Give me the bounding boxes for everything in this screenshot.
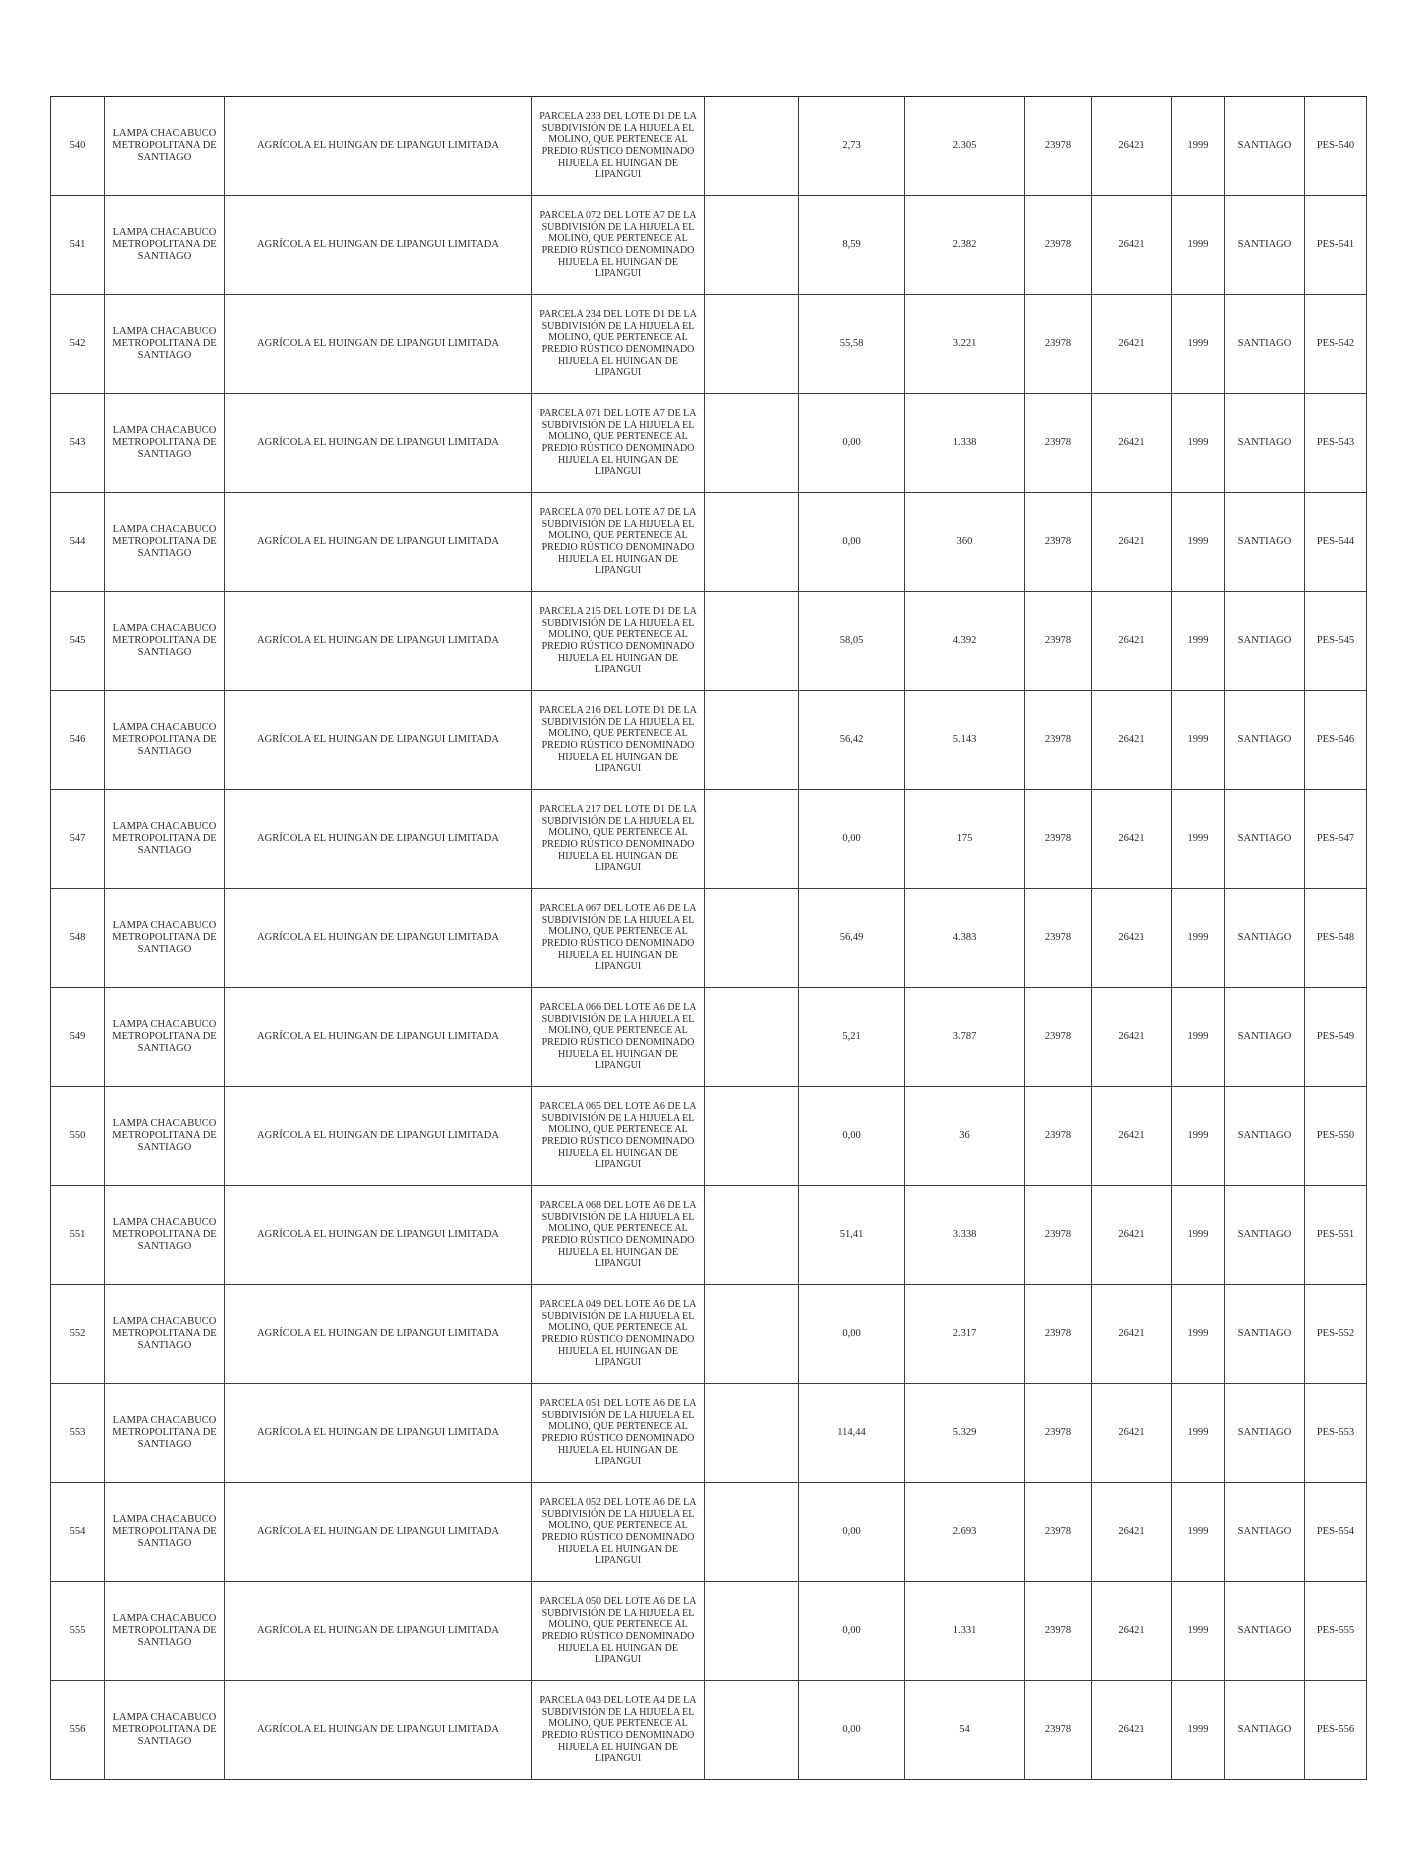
owner-cell: AGRÍCOLA EL HUINGAN DE LIPANGUI LIMITADA [225,1285,532,1384]
conservador-cell: SANTIAGO [1225,295,1305,394]
comuna-cell: LAMPA CHACABUCO METROPOLITANA DE SANTIAGO [105,1285,225,1384]
table-row [51,1483,1367,1582]
volume-cell: 2.693 [905,1483,1025,1582]
table-row [51,97,1367,196]
numero-cell: 26421 [1092,394,1172,493]
numero-cell: 26421 [1092,1087,1172,1186]
numero-cell: 26421 [1092,592,1172,691]
caudal-cell: 0,00 [799,1483,905,1582]
code-cell: PES-553 [1305,1384,1367,1483]
description-cell: PARCELA 052 DEL LOTE A6 DE LA SUBDIVISIÓN DE LA HIJUELA EL MOLINO, QUE PERTENECE AL PREDIO RÚSTICO DENOMINADO HIJUELA EL HUINGAN DE LIPANGUI [532,1483,705,1582]
code-cell: PES-547 [1305,790,1367,889]
row-number-cell: 548 [51,889,105,988]
fojas-cell: 23978 [1025,394,1092,493]
year-cell: 1999 [1172,592,1225,691]
row-number-cell: 543 [51,394,105,493]
conservador-cell: SANTIAGO [1225,493,1305,592]
row-number-cell: 547 [51,790,105,889]
volume-cell: 175 [905,790,1025,889]
conservador-cell: SANTIAGO [1225,1384,1305,1483]
row-number-cell: 546 [51,691,105,790]
owner-cell: AGRÍCOLA EL HUINGAN DE LIPANGUI LIMITADA [225,988,532,1087]
description-cell: PARCELA 070 DEL LOTE A7 DE LA SUBDIVISIÓN DE LA HIJUELA EL MOLINO, QUE PERTENECE AL PREDIO RÚSTICO DENOMINADO HIJUELA EL HUINGAN DE LIPANGUI [532,493,705,592]
table-row [51,1285,1367,1384]
caudal-cell: 51,41 [799,1186,905,1285]
code-cell: PES-549 [1305,988,1367,1087]
fojas-cell: 23978 [1025,1681,1092,1780]
owner-cell: AGRÍCOLA EL HUINGAN DE LIPANGUI LIMITADA [225,1681,532,1780]
row-number-cell: 556 [51,1681,105,1780]
table-row [51,1582,1367,1681]
conservador-cell: SANTIAGO [1225,691,1305,790]
owner-cell: AGRÍCOLA EL HUINGAN DE LIPANGUI LIMITADA [225,196,532,295]
conservador-cell: SANTIAGO [1225,196,1305,295]
fojas-cell: 23978 [1025,1285,1092,1384]
year-cell: 1999 [1172,1384,1225,1483]
year-cell: 1999 [1172,1582,1225,1681]
numero-cell: 26421 [1092,889,1172,988]
water-rights-table [50,96,1367,1780]
description-cell: PARCELA 233 DEL LOTE D1 DE LA SUBDIVISIÓN DE LA HIJUELA EL MOLINO, QUE PERTENECE AL PREDIO RÚSTICO DENOMINADO HIJUELA EL HUINGAN DE LIPANGUI [532,97,705,196]
empty-cell [705,1681,799,1780]
table-row [51,889,1367,988]
volume-cell: 5.329 [905,1384,1025,1483]
comuna-cell: LAMPA CHACABUCO METROPOLITANA DE SANTIAGO [105,493,225,592]
description-cell: PARCELA 066 DEL LOTE A6 DE LA SUBDIVISIÓN DE LA HIJUELA EL MOLINO, QUE PERTENECE AL PREDIO RÚSTICO DENOMINADO HIJUELA EL HUINGAN DE LIPANGUI [532,988,705,1087]
description-cell: PARCELA 051 DEL LOTE A6 DE LA SUBDIVISIÓN DE LA HIJUELA EL MOLINO, QUE PERTENECE AL PREDIO RÚSTICO DENOMINADO HIJUELA EL HUINGAN DE LIPANGUI [532,1384,705,1483]
numero-cell: 26421 [1092,97,1172,196]
fojas-cell: 23978 [1025,1186,1092,1285]
code-cell: PES-554 [1305,1483,1367,1582]
fojas-cell: 23978 [1025,493,1092,592]
row-number-cell: 552 [51,1285,105,1384]
description-cell: PARCELA 067 DEL LOTE A6 DE LA SUBDIVISIÓN DE LA HIJUELA EL MOLINO, QUE PERTENECE AL PREDIO RÚSTICO DENOMINADO HIJUELA EL HUINGAN DE LIPANGUI [532,889,705,988]
code-cell: PES-551 [1305,1186,1367,1285]
year-cell: 1999 [1172,1285,1225,1384]
empty-cell [705,97,799,196]
year-cell: 1999 [1172,1186,1225,1285]
owner-cell: AGRÍCOLA EL HUINGAN DE LIPANGUI LIMITADA [225,691,532,790]
description-cell: PARCELA 068 DEL LOTE A6 DE LA SUBDIVISIÓN DE LA HIJUELA EL MOLINO, QUE PERTENECE AL PREDIO RÚSTICO DENOMINADO HIJUELA EL HUINGAN DE LIPANGUI [532,1186,705,1285]
code-cell: PES-556 [1305,1681,1367,1780]
comuna-cell: LAMPA CHACABUCO METROPOLITANA DE SANTIAGO [105,1681,225,1780]
conservador-cell: SANTIAGO [1225,889,1305,988]
year-cell: 1999 [1172,790,1225,889]
conservador-cell: SANTIAGO [1225,1285,1305,1384]
comuna-cell: LAMPA CHACABUCO METROPOLITANA DE SANTIAGO [105,97,225,196]
table-row [51,1384,1367,1483]
table-row [51,592,1367,691]
table-row [51,790,1367,889]
comuna-cell: LAMPA CHACABUCO METROPOLITANA DE SANTIAGO [105,394,225,493]
empty-cell [705,691,799,790]
volume-cell: 4.392 [905,592,1025,691]
description-cell: PARCELA 050 DEL LOTE A6 DE LA SUBDIVISIÓN DE LA HIJUELA EL MOLINO, QUE PERTENECE AL PREDIO RÚSTICO DENOMINADO HIJUELA EL HUINGAN DE LIPANGUI [532,1582,705,1681]
row-number-cell: 553 [51,1384,105,1483]
description-cell: PARCELA 215 DEL LOTE D1 DE LA SUBDIVISIÓN DE LA HIJUELA EL MOLINO, QUE PERTENECE AL PREDIO RÚSTICO DENOMINADO HIJUELA EL HUINGAN DE LIPANGUI [532,592,705,691]
owner-cell: AGRÍCOLA EL HUINGAN DE LIPANGUI LIMITADA [225,394,532,493]
volume-cell: 360 [905,493,1025,592]
table-row [51,1087,1367,1186]
empty-cell [705,1285,799,1384]
row-number-cell: 555 [51,1582,105,1681]
description-cell: PARCELA 234 DEL LOTE D1 DE LA SUBDIVISIÓN DE LA HIJUELA EL MOLINO, QUE PERTENECE AL PREDIO RÚSTICO DENOMINADO HIJUELA EL HUINGAN DE LIPANGUI [532,295,705,394]
code-cell: PES-555 [1305,1582,1367,1681]
code-cell: PES-544 [1305,493,1367,592]
row-number-cell: 541 [51,196,105,295]
fojas-cell: 23978 [1025,988,1092,1087]
caudal-cell: 56,49 [799,889,905,988]
table-body [51,97,1367,1780]
table-row [51,1681,1367,1780]
caudal-cell: 2,73 [799,97,905,196]
owner-cell: AGRÍCOLA EL HUINGAN DE LIPANGUI LIMITADA [225,1582,532,1681]
fojas-cell: 23978 [1025,592,1092,691]
conservador-cell: SANTIAGO [1225,97,1305,196]
empty-cell [705,889,799,988]
volume-cell: 4.383 [905,889,1025,988]
code-cell: PES-546 [1305,691,1367,790]
description-cell: PARCELA 071 DEL LOTE A7 DE LA SUBDIVISIÓN DE LA HIJUELA EL MOLINO, QUE PERTENECE AL PREDIO RÚSTICO DENOMINADO HIJUELA EL HUINGAN DE LIPANGUI [532,394,705,493]
description-cell: PARCELA 049 DEL LOTE A6 DE LA SUBDIVISIÓN DE LA HIJUELA EL MOLINO, QUE PERTENECE AL PREDIO RÚSTICO DENOMINADO HIJUELA EL HUINGAN DE LIPANGUI [532,1285,705,1384]
owner-cell: AGRÍCOLA EL HUINGAN DE LIPANGUI LIMITADA [225,889,532,988]
fojas-cell: 23978 [1025,295,1092,394]
table-row [51,1186,1367,1285]
row-number-cell: 554 [51,1483,105,1582]
empty-cell [705,592,799,691]
numero-cell: 26421 [1092,1582,1172,1681]
code-cell: PES-550 [1305,1087,1367,1186]
caudal-cell: 58,05 [799,592,905,691]
numero-cell: 26421 [1092,1483,1172,1582]
conservador-cell: SANTIAGO [1225,1681,1305,1780]
fojas-cell: 23978 [1025,1582,1092,1681]
numero-cell: 26421 [1092,1285,1172,1384]
row-number-cell: 549 [51,988,105,1087]
numero-cell: 26421 [1092,1384,1172,1483]
fojas-cell: 23978 [1025,691,1092,790]
volume-cell: 3.221 [905,295,1025,394]
owner-cell: AGRÍCOLA EL HUINGAN DE LIPANGUI LIMITADA [225,1384,532,1483]
comuna-cell: LAMPA CHACABUCO METROPOLITANA DE SANTIAGO [105,1483,225,1582]
table-row [51,196,1367,295]
fojas-cell: 23978 [1025,1087,1092,1186]
volume-cell: 54 [905,1681,1025,1780]
volume-cell: 2.305 [905,97,1025,196]
table-row [51,394,1367,493]
code-cell: PES-540 [1305,97,1367,196]
row-number-cell: 542 [51,295,105,394]
numero-cell: 26421 [1092,493,1172,592]
numero-cell: 26421 [1092,1681,1172,1780]
conservador-cell: SANTIAGO [1225,394,1305,493]
description-cell: PARCELA 217 DEL LOTE D1 DE LA SUBDIVISIÓN DE LA HIJUELA EL MOLINO, QUE PERTENECE AL PREDIO RÚSTICO DENOMINADO HIJUELA EL HUINGAN DE LIPANGUI [532,790,705,889]
table-row [51,493,1367,592]
year-cell: 1999 [1172,1483,1225,1582]
comuna-cell: LAMPA CHACABUCO METROPOLITANA DE SANTIAGO [105,790,225,889]
caudal-cell: 0,00 [799,394,905,493]
owner-cell: AGRÍCOLA EL HUINGAN DE LIPANGUI LIMITADA [225,1483,532,1582]
volume-cell: 2.382 [905,196,1025,295]
comuna-cell: LAMPA CHACABUCO METROPOLITANA DE SANTIAGO [105,1087,225,1186]
row-number-cell: 550 [51,1087,105,1186]
comuna-cell: LAMPA CHACABUCO METROPOLITANA DE SANTIAGO [105,988,225,1087]
caudal-cell: 8,59 [799,196,905,295]
owner-cell: AGRÍCOLA EL HUINGAN DE LIPANGUI LIMITADA [225,790,532,889]
fojas-cell: 23978 [1025,1483,1092,1582]
empty-cell [705,1186,799,1285]
caudal-cell: 0,00 [799,1681,905,1780]
caudal-cell: 56,42 [799,691,905,790]
fojas-cell: 23978 [1025,97,1092,196]
caudal-cell: 114,44 [799,1384,905,1483]
conservador-cell: SANTIAGO [1225,1582,1305,1681]
row-number-cell: 544 [51,493,105,592]
owner-cell: AGRÍCOLA EL HUINGAN DE LIPANGUI LIMITADA [225,1087,532,1186]
fojas-cell: 23978 [1025,889,1092,988]
empty-cell [705,1384,799,1483]
caudal-cell: 0,00 [799,1285,905,1384]
year-cell: 1999 [1172,889,1225,988]
comuna-cell: LAMPA CHACABUCO METROPOLITANA DE SANTIAGO [105,889,225,988]
caudal-cell: 5,21 [799,988,905,1087]
owner-cell: AGRÍCOLA EL HUINGAN DE LIPANGUI LIMITADA [225,295,532,394]
code-cell: PES-542 [1305,295,1367,394]
year-cell: 1999 [1172,394,1225,493]
caudal-cell: 0,00 [799,493,905,592]
year-cell: 1999 [1172,97,1225,196]
conservador-cell: SANTIAGO [1225,592,1305,691]
table-row [51,988,1367,1087]
owner-cell: AGRÍCOLA EL HUINGAN DE LIPANGUI LIMITADA [225,493,532,592]
conservador-cell: SANTIAGO [1225,1483,1305,1582]
volume-cell: 36 [905,1087,1025,1186]
description-cell: PARCELA 065 DEL LOTE A6 DE LA SUBDIVISIÓN DE LA HIJUELA EL MOLINO, QUE PERTENECE AL PREDIO RÚSTICO DENOMINADO HIJUELA EL HUINGAN DE LIPANGUI [532,1087,705,1186]
volume-cell: 3.787 [905,988,1025,1087]
code-cell: PES-548 [1305,889,1367,988]
year-cell: 1999 [1172,1087,1225,1186]
numero-cell: 26421 [1092,196,1172,295]
owner-cell: AGRÍCOLA EL HUINGAN DE LIPANGUI LIMITADA [225,592,532,691]
volume-cell: 2.317 [905,1285,1025,1384]
empty-cell [705,1087,799,1186]
volume-cell: 1.331 [905,1582,1025,1681]
code-cell: PES-541 [1305,196,1367,295]
empty-cell [705,1483,799,1582]
row-number-cell: 540 [51,97,105,196]
volume-cell: 5.143 [905,691,1025,790]
comuna-cell: LAMPA CHACABUCO METROPOLITANA DE SANTIAGO [105,1384,225,1483]
year-cell: 1999 [1172,988,1225,1087]
numero-cell: 26421 [1092,295,1172,394]
conservador-cell: SANTIAGO [1225,1186,1305,1285]
comuna-cell: LAMPA CHACABUCO METROPOLITANA DE SANTIAGO [105,691,225,790]
numero-cell: 26421 [1092,691,1172,790]
empty-cell [705,790,799,889]
year-cell: 1999 [1172,295,1225,394]
caudal-cell: 0,00 [799,1087,905,1186]
empty-cell [705,493,799,592]
fojas-cell: 23978 [1025,196,1092,295]
caudal-cell: 55,58 [799,295,905,394]
table-row [51,691,1367,790]
owner-cell: AGRÍCOLA EL HUINGAN DE LIPANGUI LIMITADA [225,1186,532,1285]
comuna-cell: LAMPA CHACABUCO METROPOLITANA DE SANTIAGO [105,196,225,295]
fojas-cell: 23978 [1025,790,1092,889]
table-row [51,295,1367,394]
conservador-cell: SANTIAGO [1225,988,1305,1087]
empty-cell [705,988,799,1087]
code-cell: PES-543 [1305,394,1367,493]
owner-cell: AGRÍCOLA EL HUINGAN DE LIPANGUI LIMITADA [225,97,532,196]
fojas-cell: 23978 [1025,1384,1092,1483]
code-cell: PES-545 [1305,592,1367,691]
caudal-cell: 0,00 [799,1582,905,1681]
comuna-cell: LAMPA CHACABUCO METROPOLITANA DE SANTIAGO [105,592,225,691]
code-cell: PES-552 [1305,1285,1367,1384]
caudal-cell: 0,00 [799,790,905,889]
comuna-cell: LAMPA CHACABUCO METROPOLITANA DE SANTIAGO [105,1582,225,1681]
conservador-cell: SANTIAGO [1225,1087,1305,1186]
empty-cell [705,196,799,295]
row-number-cell: 545 [51,592,105,691]
year-cell: 1999 [1172,691,1225,790]
empty-cell [705,1582,799,1681]
numero-cell: 26421 [1092,988,1172,1087]
numero-cell: 26421 [1092,1186,1172,1285]
volume-cell: 3.338 [905,1186,1025,1285]
description-cell: PARCELA 216 DEL LOTE D1 DE LA SUBDIVISIÓN DE LA HIJUELA EL MOLINO, QUE PERTENECE AL PREDIO RÚSTICO DENOMINADO HIJUELA EL HUINGAN DE LIPANGUI [532,691,705,790]
year-cell: 1999 [1172,196,1225,295]
comuna-cell: LAMPA CHACABUCO METROPOLITANA DE SANTIAGO [105,1186,225,1285]
row-number-cell: 551 [51,1186,105,1285]
empty-cell [705,295,799,394]
year-cell: 1999 [1172,1681,1225,1780]
year-cell: 1999 [1172,493,1225,592]
volume-cell: 1.338 [905,394,1025,493]
description-cell: PARCELA 072 DEL LOTE A7 DE LA SUBDIVISIÓN DE LA HIJUELA EL MOLINO, QUE PERTENECE AL PREDIO RÚSTICO DENOMINADO HIJUELA EL HUINGAN DE LIPANGUI [532,196,705,295]
comuna-cell: LAMPA CHACABUCO METROPOLITANA DE SANTIAGO [105,295,225,394]
conservador-cell: SANTIAGO [1225,790,1305,889]
empty-cell [705,394,799,493]
numero-cell: 26421 [1092,790,1172,889]
description-cell: PARCELA 043 DEL LOTE A4 DE LA SUBDIVISIÓN DE LA HIJUELA EL MOLINO, QUE PERTENECE AL PREDIO RÚSTICO DENOMINADO HIJUELA EL HUINGAN DE LIPANGUI [532,1681,705,1780]
